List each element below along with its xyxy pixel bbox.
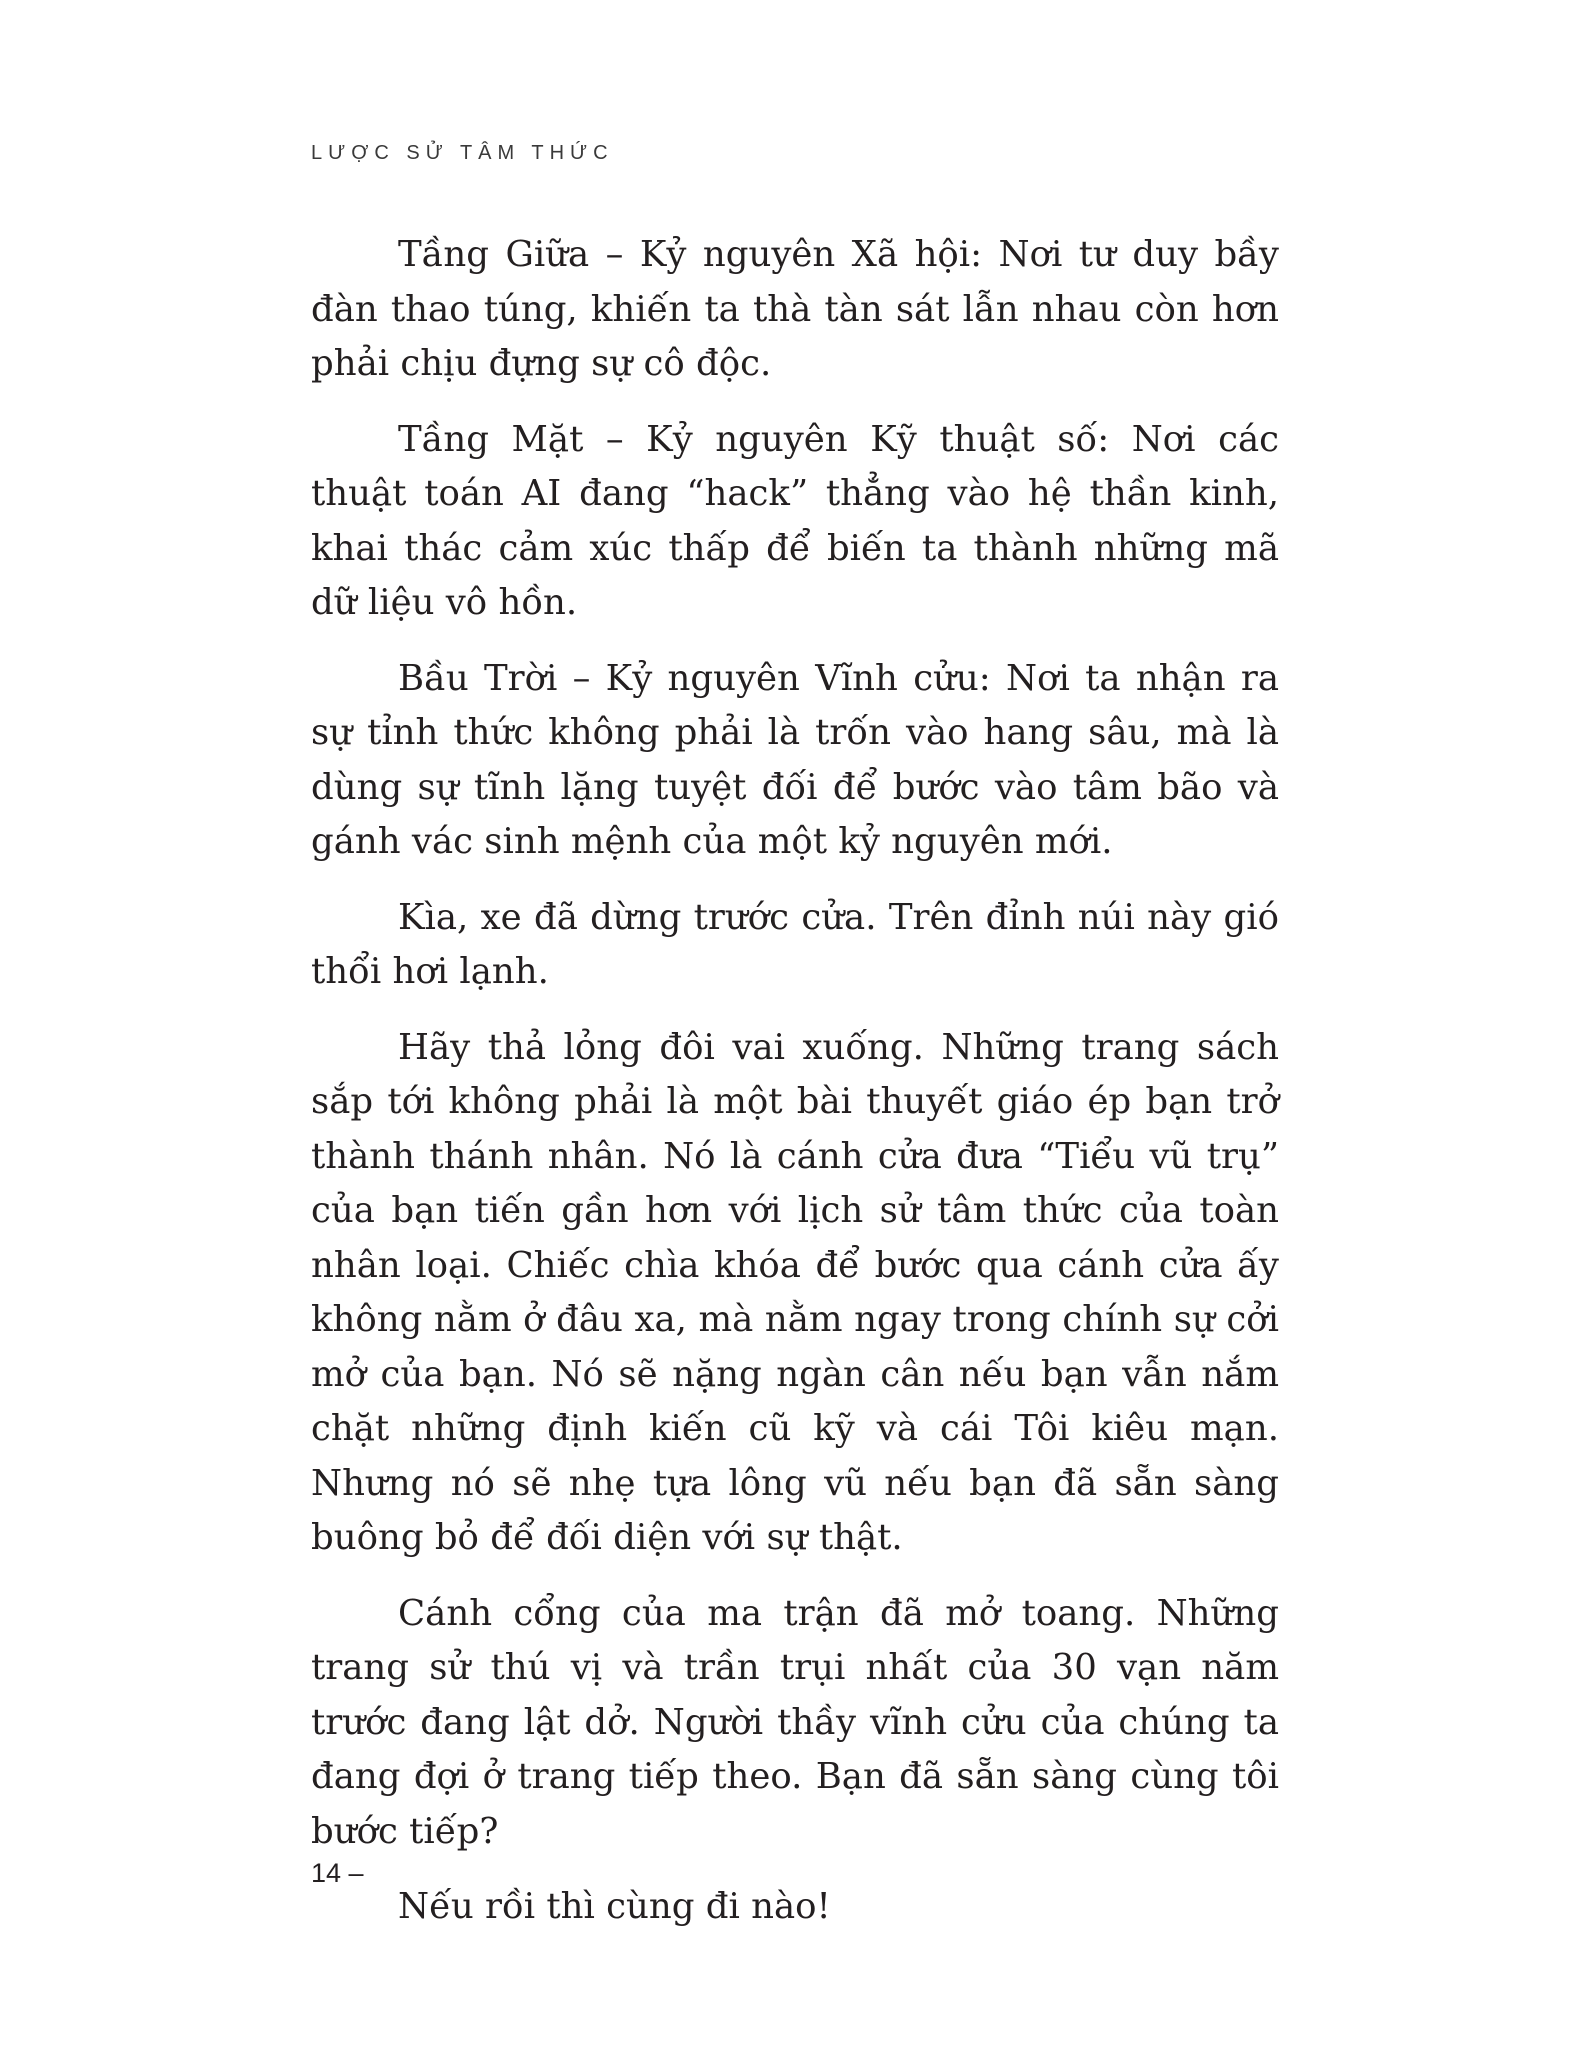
paragraph: Hãy thả lỏng đôi vai xuống. Những trang sách sắp tới không phải là một bài thuyết giáo ép bạn trở thành thánh nhân. Nó là cánh cửa đưa “Tiểu vũ trụ” của bạn tiến gần hơn với lịch sử tâm thức của toàn nhân loại. Chiếc chìa khóa để bước qua cánh cửa ấy không nằm ở đâu xa, mà nằm ngay trong chính sự cởi mở của bạn. Nó sẽ nặng ngàn cân nếu bạn vẫn nắm chặt những định kiến cũ kỹ và cái Tôi kiêu mạn. Nhưng nó sẽ nhẹ tựa lông vũ nếu bạn đã sẵn sàng buông bỏ để đối diện với sự thật. bbox=[311, 1026, 1279, 1558]
paragraph: Tầng Giữa – Kỷ nguyên Xã hội: Nơi tư duy bầy đàn thao túng, khiến ta thà tàn sát lẫn nhau còn hơn phải chịu đựng sự cô độc. bbox=[311, 234, 1279, 384]
paragraph: Cánh cổng của ma trận đã mở toang. Những trang sử thú vị và trần trụi nhất của 30 vạn năm trước đang lật dở. Người thầy vĩnh cửu của chúng ta đang đợi ở trang tiếp theo. Bạn đã sẵn sàng cùng tôi bước tiếp? bbox=[311, 1592, 1279, 1852]
paragraph: Bầu Trời – Kỷ nguyên Vĩnh cửu: Nơi ta nhận ra sự tỉnh thức không phải là trốn vào hang sâu, mà là dùng sự tĩnh lặng tuyệt đối để bước vào tâm bão và gánh vác sinh mệnh của một kỷ nguyên mới. bbox=[311, 657, 1279, 862]
body-text bbox=[311, 228, 1279, 1956]
paragraph: Tầng Mặt – Kỷ nguyên Kỹ thuật số: Nơi các thuật toán AI đang “hack” thẳng vào hệ thần kinh, khai thác cảm xúc thấp để biến ta thành những mã dữ liệu vô hồn. bbox=[311, 418, 1279, 623]
running-header: LƯỢC SỬ TÂM THỨC bbox=[311, 142, 614, 164]
paragraph: Nếu rồi thì cùng đi nào! bbox=[398, 1886, 831, 1927]
page-number: 14 – bbox=[311, 1858, 364, 1888]
paragraph: Kìa, xe đã dừng trước cửa. Trên đỉnh núi này gió thổi hơi lạnh. bbox=[311, 896, 1279, 992]
